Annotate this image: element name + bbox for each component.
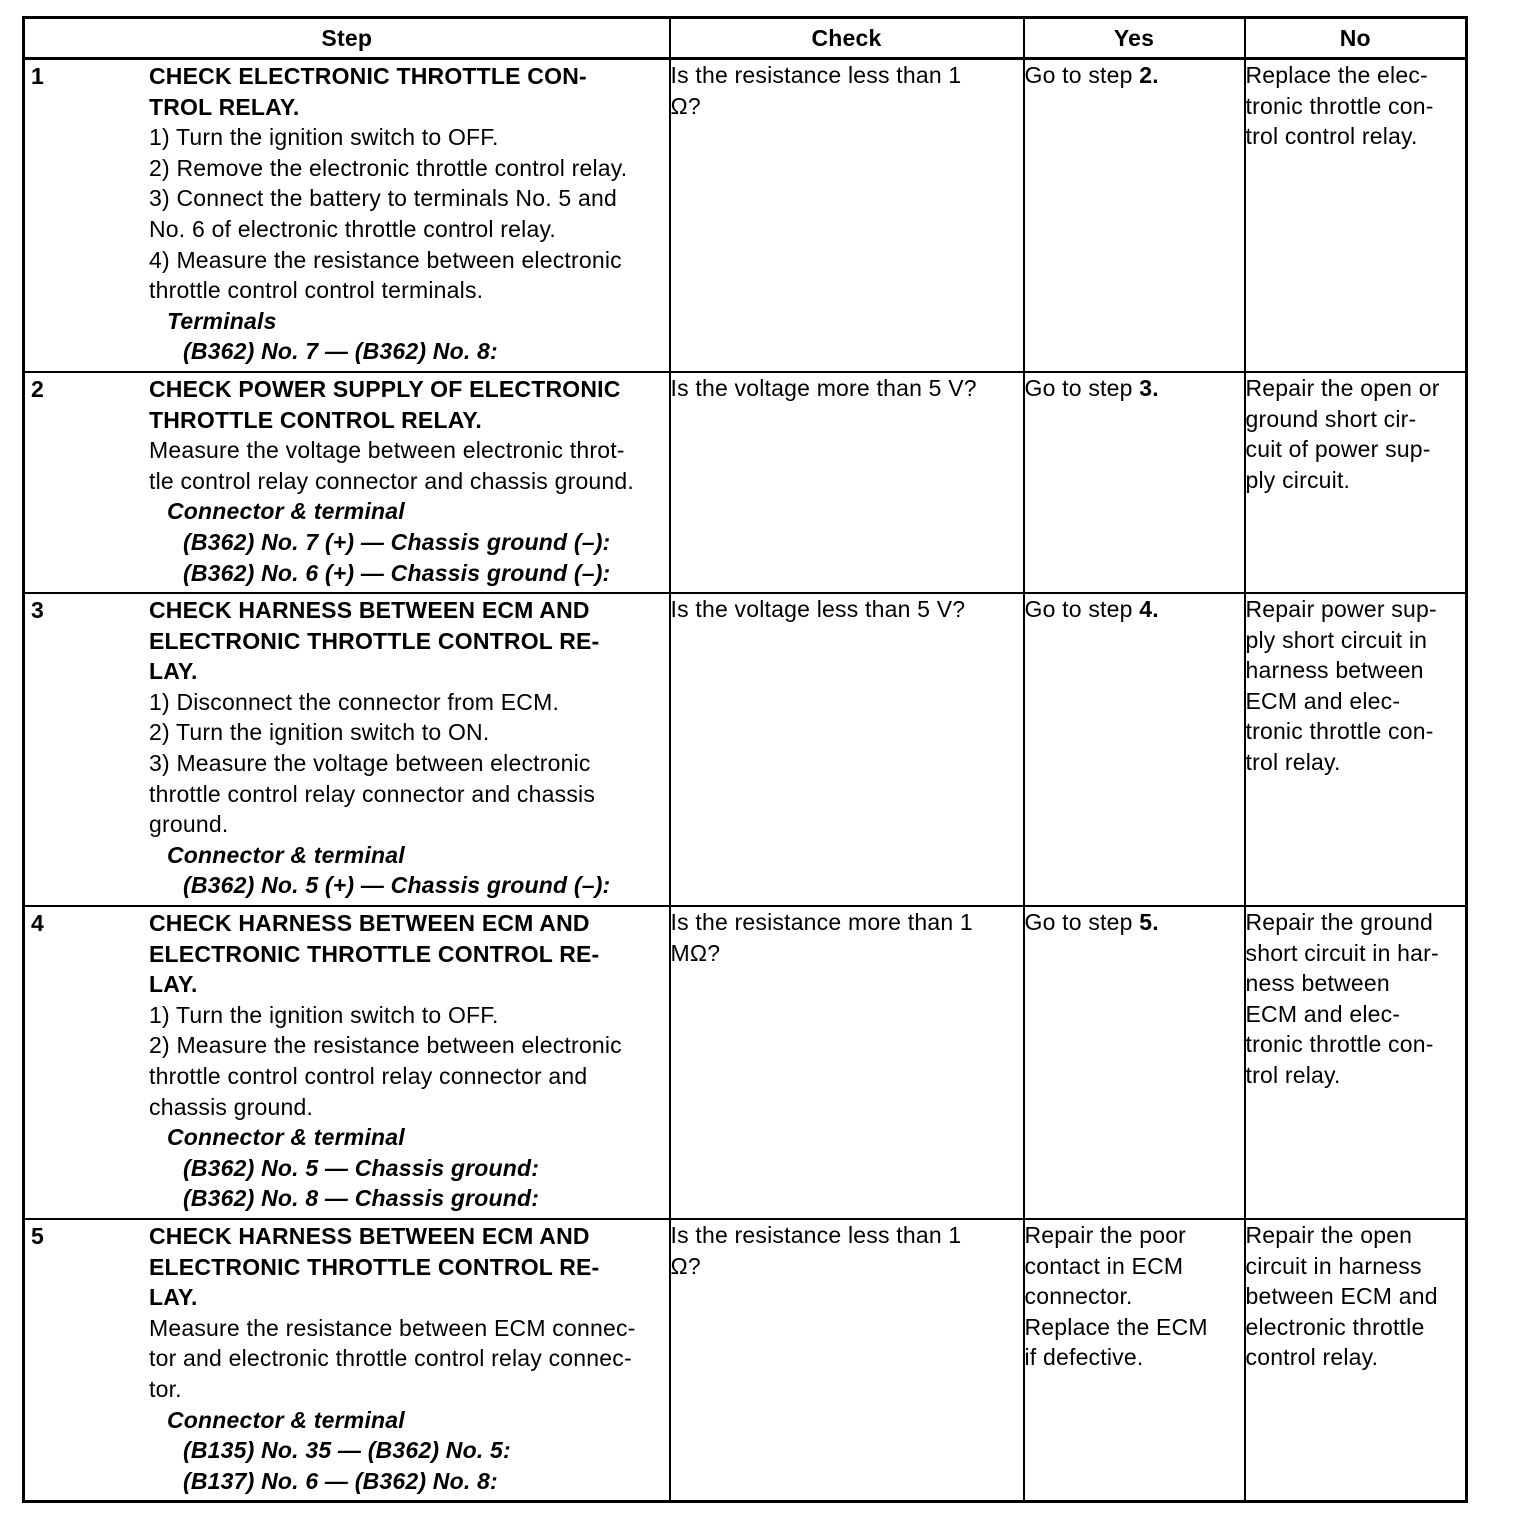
step-instruction: 1) Turn the ignition switch to OFF. <box>149 124 499 151</box>
table-row <box>24 906 1467 1219</box>
no-cell <box>1245 372 1467 593</box>
header-check: Check <box>670 18 1024 59</box>
step-title-line: TROL RELAY. <box>149 93 300 120</box>
step-cell <box>24 59 670 372</box>
no-text: circuit in harness <box>1245 1252 1422 1279</box>
header-step: Step <box>24 18 670 59</box>
spec-value: (B135) No. 35 — (B362) No. 5: <box>183 1437 511 1464</box>
yes-prefix: Go to step <box>1024 374 1140 401</box>
yes-text <box>1025 594 1244 625</box>
yes-cell <box>1024 593 1245 906</box>
step-cell <box>24 1219 670 1502</box>
step-instruction: tor. <box>149 1375 182 1402</box>
no-text: cuit of power sup- <box>1245 436 1431 463</box>
check-cell <box>670 593 1024 906</box>
step-title-line: CHECK ELECTRONIC THROTTLE CON- <box>149 63 587 89</box>
no-text: Repair power sup- <box>1245 596 1437 623</box>
step-title-line: LAY. <box>149 658 198 685</box>
step-title-line: LAY. <box>149 1284 198 1311</box>
step-instruction: Measure the voltage between electronic throt- <box>149 437 625 464</box>
step-instruction: throttle control control terminals. <box>149 277 484 304</box>
yes-cell <box>1024 906 1245 1219</box>
step-instruction: 1) Turn the ignition switch to OFF. <box>149 1001 499 1028</box>
no-cell <box>1245 1219 1467 1502</box>
step-number: 5 <box>31 1222 44 1249</box>
yes-step-link: 5. <box>1139 909 1159 936</box>
no-text: ground short cir- <box>1245 405 1417 432</box>
header-no: No <box>1245 18 1467 59</box>
yes-prefix: Go to step <box>1024 909 1140 936</box>
no-text: ply short circuit in <box>1245 626 1428 653</box>
step-title-line: CHECK HARNESS BETWEEN ECM AND <box>149 1222 590 1249</box>
spec-value: (B362) No. 5 (+) — Chassis ground (–): <box>183 872 611 899</box>
spec-value: (B362) No. 7 (+) — Chassis ground (–): <box>183 528 611 555</box>
yes-text: if defective. <box>1024 1344 1144 1371</box>
no-text: trol control relay. <box>1245 123 1418 150</box>
spec-value: (B362) No. 5 — Chassis ground: <box>183 1154 540 1181</box>
no-cell <box>1245 906 1467 1219</box>
yes-cell <box>1024 1219 1245 1502</box>
table-header-row <box>24 18 1467 59</box>
yes-text: contact in ECM <box>1024 1252 1184 1279</box>
no-text: ECM and elec- <box>1245 1000 1401 1027</box>
spec-label: Connector & terminal <box>167 1124 405 1151</box>
step-instruction: 2) Turn the ignition switch to ON. <box>149 719 490 746</box>
yes-prefix: Go to step <box>1024 596 1140 623</box>
header-yes: Yes <box>1024 18 1245 59</box>
check-text: Is the resistance less than 1 <box>670 1221 962 1248</box>
check-text: Is the resistance more than 1 <box>670 909 973 936</box>
step-title-line: ELECTRONIC THROTTLE CONTROL RE- <box>149 627 600 654</box>
diagnostic-table <box>22 16 1468 1503</box>
step-number: 1 <box>31 63 44 89</box>
yes-text: Repair the poor <box>1024 1221 1187 1248</box>
check-text: Is the resistance less than 1 <box>670 62 962 88</box>
spec-label: Terminals <box>167 307 277 334</box>
step-instruction: tor and electronic throttle control relay connec- <box>149 1345 632 1372</box>
no-text: tronic throttle con- <box>1245 718 1434 745</box>
no-text: Repair the open or <box>1245 374 1440 401</box>
yes-cell <box>1024 59 1245 372</box>
spec-value: (B137) No. 6 — (B362) No. 8: <box>183 1467 498 1494</box>
no-cell <box>1245 593 1467 906</box>
no-text: harness between <box>1245 657 1424 684</box>
step-instruction: 1) Disconnect the connector from ECM. <box>149 688 560 715</box>
spec-value: (B362) No. 8 — Chassis ground: <box>183 1185 540 1212</box>
no-text: trol relay. <box>1245 749 1341 776</box>
step-instruction: 2) Remove the electronic throttle control relay. <box>149 154 628 181</box>
step-title-line: THROTTLE CONTROL RELAY. <box>149 406 483 433</box>
no-text: between ECM and <box>1245 1283 1438 1310</box>
no-cell <box>1245 59 1467 372</box>
check-cell <box>670 906 1024 1219</box>
check-cell <box>670 372 1024 593</box>
step-instruction: 3) Measure the voltage between electronic <box>149 750 591 777</box>
step-instruction: chassis ground. <box>149 1093 314 1120</box>
no-text: ECM and elec- <box>1245 687 1401 714</box>
step-title-line: LAY. <box>149 971 198 998</box>
no-text: control relay. <box>1245 1344 1379 1371</box>
step-instruction: ground. <box>149 811 229 838</box>
step-instruction: 4) Measure the resistance between electronic <box>149 246 622 273</box>
no-text: tronic throttle con- <box>1245 1031 1434 1058</box>
check-text: Ω? <box>670 92 701 119</box>
check-text: MΩ? <box>670 939 721 966</box>
check-cell <box>670 59 1024 372</box>
yes-text: Replace the ECM <box>1024 1313 1208 1340</box>
yes-text: connector. <box>1024 1283 1133 1310</box>
spec-label: Connector & terminal <box>167 498 405 525</box>
yes-step-link: 3. <box>1139 374 1159 401</box>
table-row <box>24 59 1467 372</box>
yes-text <box>1025 907 1244 938</box>
check-cell <box>670 1219 1024 1502</box>
step-title-line: ELECTRONIC THROTTLE CONTROL RE- <box>149 940 600 967</box>
step-instruction: tle control relay connector and chassis ground. <box>149 467 634 494</box>
step-instruction: 3) Connect the battery to terminals No. 5 and <box>149 185 617 212</box>
spec-label: Connector & terminal <box>167 1406 405 1433</box>
step-number: 2 <box>31 375 44 402</box>
step-title-line: CHECK HARNESS BETWEEN ECM AND <box>149 910 590 937</box>
table-row <box>24 372 1467 593</box>
step-cell <box>24 593 670 906</box>
yes-text <box>1025 60 1244 91</box>
no-text: Repair the open <box>1245 1221 1413 1248</box>
step-title-line: CHECK POWER SUPPLY OF ELECTRONIC <box>149 375 621 402</box>
no-text: Replace the elec- <box>1245 62 1428 88</box>
no-text: ply circuit. <box>1245 466 1351 493</box>
step-cell <box>24 906 670 1219</box>
step-instruction: 2) Measure the resistance between electronic <box>149 1032 622 1059</box>
yes-step-link: 4. <box>1139 596 1159 623</box>
step-title-line: ELECTRONIC THROTTLE CONTROL RE- <box>149 1253 600 1280</box>
no-text: short circuit in har- <box>1245 939 1439 966</box>
yes-prefix: Go to step <box>1024 62 1140 88</box>
step-instruction: throttle control relay connector and chassis <box>149 780 596 807</box>
spec-value: (B362) No. 6 (+) — Chassis ground (–): <box>183 559 611 586</box>
step-instruction: No. 6 of electronic throttle control relay. <box>149 215 557 242</box>
no-text: Repair the ground <box>1245 909 1434 936</box>
step-instruction: throttle control control relay connector and <box>149 1063 588 1089</box>
yes-cell <box>1024 372 1245 593</box>
no-text: tronic throttle con- <box>1245 92 1434 119</box>
check-text: Is the voltage less than 5 V? <box>670 596 966 623</box>
step-cell <box>24 372 670 593</box>
no-text: electronic throttle <box>1245 1313 1425 1340</box>
no-text: ness between <box>1245 970 1390 997</box>
step-title-line: CHECK HARNESS BETWEEN ECM AND <box>149 597 590 624</box>
check-text: Ω? <box>670 1252 701 1279</box>
step-number: 4 <box>31 910 44 937</box>
check-text: Is the voltage more than 5 V? <box>670 374 977 401</box>
yes-text <box>1025 373 1244 404</box>
table-row <box>24 593 1467 906</box>
step-number: 3 <box>31 597 44 624</box>
spec-label: Connector & terminal <box>167 841 405 868</box>
spec-value: (B362) No. 7 — (B362) No. 8: <box>183 338 498 365</box>
table-row <box>24 1219 1467 1502</box>
yes-step-link: 2. <box>1139 62 1159 88</box>
step-instruction: Measure the resistance between ECM connec- <box>149 1314 636 1341</box>
no-text: trol relay. <box>1245 1062 1341 1088</box>
